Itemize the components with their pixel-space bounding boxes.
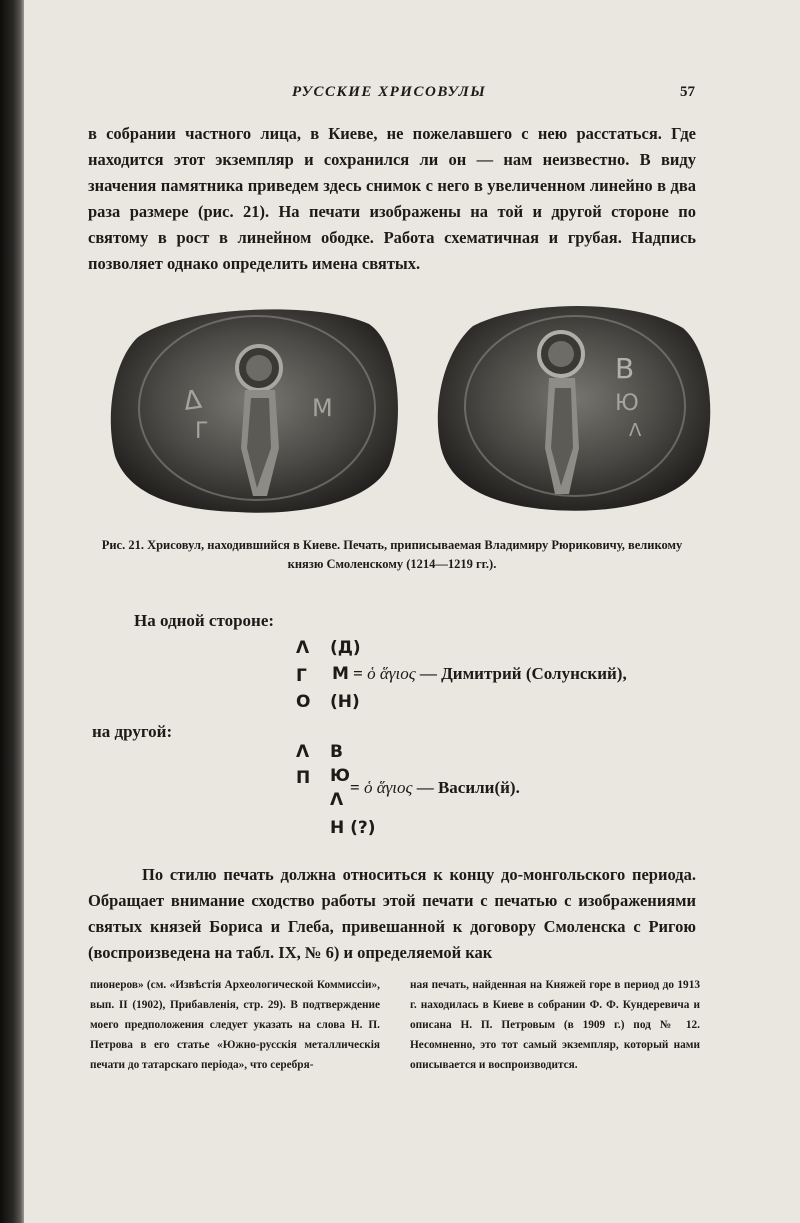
- greek-phrase: ὁ ἅγιος: [363, 778, 413, 797]
- glyph-left-1: Λ: [296, 742, 310, 762]
- footnote-left-column: пионеров» (см. «Извѣстія Археологической Коммиссіи», вып. II (1902), Прибавленія, стр. 29). В подтверждение моего предположения следует указать на слова Н. П. Петрова в его статье «Южно-русскія металлическія печати до татарскаго періода», что серебря-: [90, 979, 380, 1071]
- greek-phrase: ὁ ἅγιος: [367, 664, 416, 683]
- glyph-right-1: В: [330, 742, 343, 762]
- saint-name: — Димитрий (Солунский),: [419, 664, 627, 683]
- equals-sign: =: [350, 778, 360, 797]
- svg-text:Γ: Γ: [195, 419, 208, 444]
- glyph-right-2: М: [332, 664, 349, 684]
- glyph-left-3: О: [296, 692, 311, 712]
- seal-reverse-image: [433, 298, 715, 516]
- glyph-right-3: (Н): [330, 692, 360, 712]
- seal-figure: [24, 298, 800, 528]
- running-title: РУССКИЕ ХРИСОВУЛЫ: [292, 84, 487, 100]
- svg-text:Μ: Μ: [312, 394, 333, 422]
- book-spine-shadow: [0, 0, 24, 1223]
- figure-caption: Рис. 21. Хрисовул, находившийся в Киеве. Печать, приписываемая Владимиру Рюриковичу, великому князю Смоленскому (1214—1219 гг.).: [101, 538, 683, 571]
- glyph-right-3: Λ: [330, 790, 344, 810]
- page-number: 57: [680, 84, 695, 100]
- footnote-right-column: ная печать, найденная на Княжей горе в период до 1913 г. находилась в Киеве в собрании Ф. Ф. Кундеревича и описана Н. П. Петровым (в 1909 г.) под № 12. Несомненно, это тот самый экземпляр, который нами описывается и воспроизводится.: [410, 979, 700, 1071]
- glyph-left-1: Λ: [296, 638, 310, 658]
- body-paragraph-2: По стилю печать должна относиться к концу до-монгольского периода. Обращает внимание сходство работы этой печати с печатью с изображениями святых князей Бориса и Глеба, привешанной к договору Смоленска с Ригою (воспроизведена на табл. IX, № 6) и определяемой как: [88, 865, 696, 962]
- glyph-left-2: П: [296, 768, 311, 788]
- inscription-one-reading: [332, 664, 627, 684]
- glyph-left-2: Γ: [296, 666, 307, 686]
- svg-text:Λ: Λ: [629, 420, 642, 441]
- inscription-two-reading: [350, 778, 520, 798]
- side-two-label: на другой:: [92, 722, 173, 741]
- svg-text:Δ: Δ: [181, 384, 204, 417]
- glyph-right-2: Ю: [330, 766, 350, 786]
- side-one-label: На одной стороне:: [134, 611, 275, 630]
- svg-text:В: В: [615, 352, 635, 385]
- page-header: [24, 84, 800, 106]
- svg-text:Ю: Ю: [615, 391, 639, 416]
- glyph-right-4: Н (?): [330, 818, 376, 838]
- book-page: [24, 0, 800, 1223]
- seal-obverse-image: [107, 298, 404, 516]
- equals-sign: =: [353, 664, 363, 683]
- glyph-right-1: (Д): [330, 638, 361, 658]
- saint-name: — Васили(й).: [416, 778, 520, 797]
- body-paragraph-1: в собрании частного лица, в Киеве, не пожелавшего с нею расстаться. Где находится этот экземпляр и сохранился ли он — нам неизвестно. В виду значения памятника приведем здесь снимок с него в увеличенном линейно в два раза размере (рис. 21). На печати изображены на той и другой стороне по святому в рост в линейном ободке. Работа схематичная и грубая. Надпись позволяет однако определить имена святых.: [88, 124, 696, 273]
